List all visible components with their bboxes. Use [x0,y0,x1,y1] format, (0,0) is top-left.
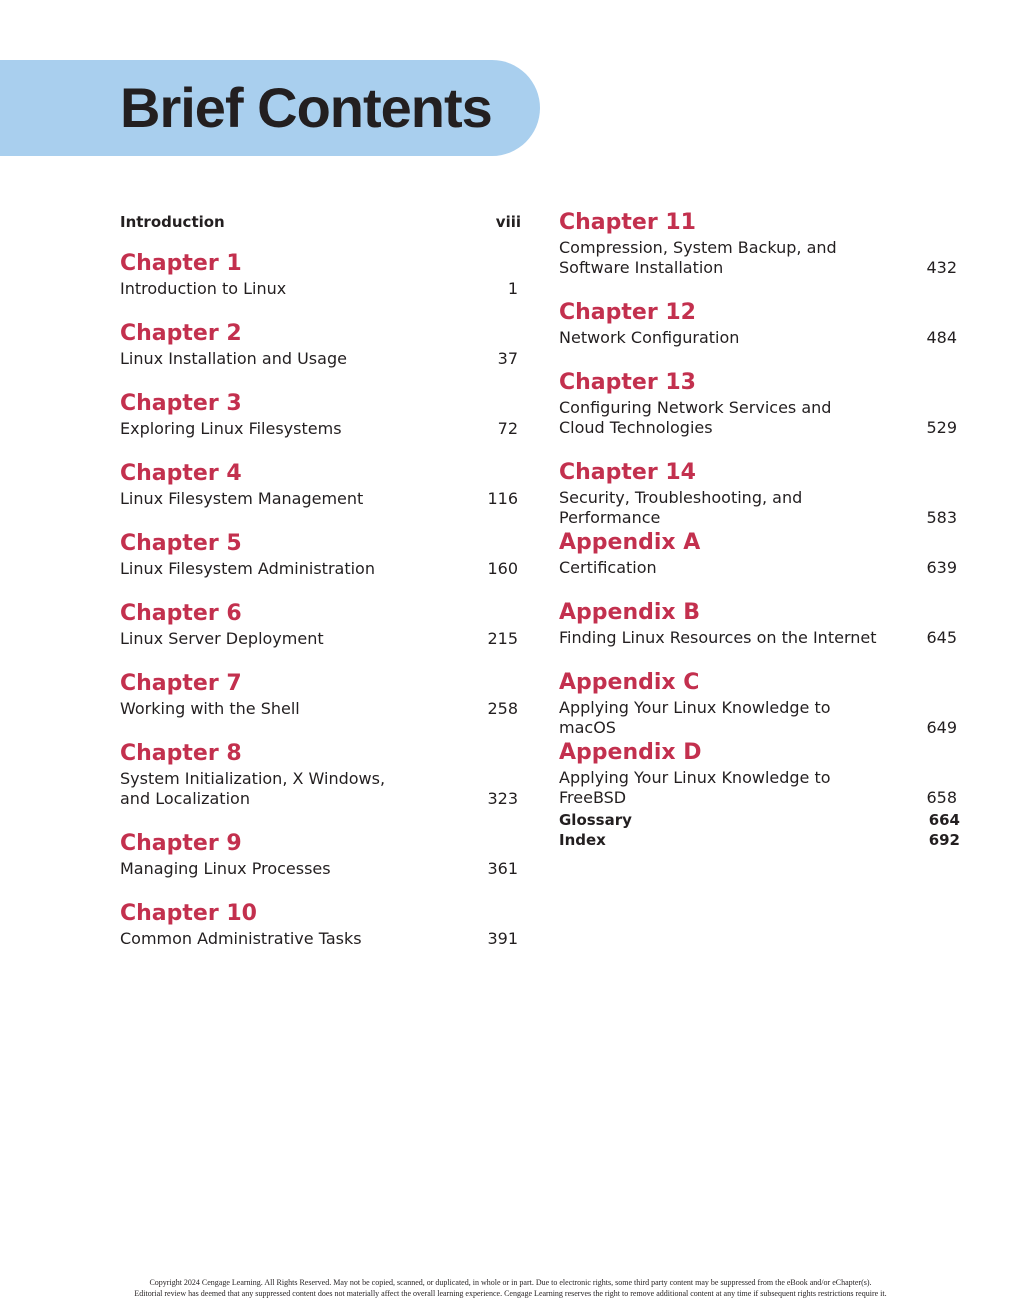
toc-heading: Chapter 11 [559,210,696,235]
toc-row [120,629,522,649]
toc-row [120,859,522,879]
toc-title: Managing Linux Processes [120,859,331,878]
toc-row [559,628,961,648]
copyright-footer [0,1277,1021,1299]
toc-heading: Chapter 4 [120,461,242,486]
toc-entry-chapter-9 [120,829,522,879]
page-number: 692 [928,831,960,849]
toc-row [120,489,522,509]
page-number: 258 [487,699,518,718]
page-number: 37 [497,349,518,368]
toc-heading: Chapter 9 [120,831,242,856]
toc-title: Index [559,831,606,849]
toc-row [120,212,522,232]
toc-entry-chapter-2 [120,319,522,369]
toc-heading: Chapter 14 [559,460,696,485]
page-number: 645 [926,628,957,647]
toc-row [559,558,961,578]
toc-row [120,279,522,299]
toc-title-line: System Initialization, X Windows, [120,769,386,788]
toc-title-line: Software Installation [559,258,724,277]
toc-row [559,810,961,830]
toc-title: Introduction to Linux [120,279,287,298]
page-number: 649 [926,718,957,737]
page-number: 1 [507,279,518,298]
toc-heading: Chapter 12 [559,300,696,325]
toc-title: Linux Filesystem Administration [120,559,375,578]
toc-heading: Chapter 2 [120,321,242,346]
toc-entry-index [559,830,961,850]
toc-title: Common Administrative Tasks [120,929,362,948]
page-number: 484 [926,328,957,347]
toc-entry-chapter-8 [120,739,522,809]
toc-entry-chapter-12 [559,298,961,348]
toc-entry-appendix-c [559,668,961,738]
page-number: 391 [487,929,518,948]
toc-title: Applying Your Linux Knowledge to macOS [559,698,831,737]
toc-entry-chapter-1 [120,249,522,299]
page-number: 323 [487,789,518,808]
toc-row [120,349,522,369]
page-number: 116 [487,489,518,508]
toc-entry-chapter-11 [559,208,961,278]
toc-row [559,328,961,348]
toc-row [120,559,522,579]
toc-row [120,769,522,809]
toc-heading: Chapter 7 [120,671,242,696]
toc-title: Working with the Shell [120,699,300,718]
toc-entry-chapter-3 [120,389,522,439]
toc-entry-chapter-7 [120,669,522,719]
page-title: Brief Contents [120,76,492,139]
toc-row [559,768,961,808]
toc-heading: Chapter 6 [120,601,242,626]
toc-title-line: Configuring Network Services and [559,398,832,417]
page-number: 639 [926,558,957,577]
toc-title: Introduction [120,213,225,231]
copyright-line-2: Editorial review has deemed that any suppressed content does not materially affect the overall learning experience. Cengage Learning reserves the right to remove additional content at any time if subsequent rights restrictions require it. [134,1289,887,1298]
toc-heading: Chapter 8 [120,741,242,766]
toc-title: Security, Troubleshooting, and Performance [559,488,803,527]
toc-row [120,929,522,949]
page-number: 72 [497,419,518,438]
copyright-line-1: Copyright 2024 Cengage Learning. All Rights Reserved. May not be copied, scanned, or duplicated, in whole or in part. Due to electronic rights, some third party content may be suppressed from the eBook and/or eChapter(s). [149,1278,872,1287]
toc-title: Exploring Linux Filesystems [120,419,342,438]
toc-row [559,488,961,528]
toc-title: Certification [559,558,657,577]
toc-heading: Chapter 1 [120,251,242,276]
page-number: 215 [487,629,518,648]
page-number: 361 [487,859,518,878]
toc-entry-appendix-d [559,738,961,808]
toc-entry-appendix-a [559,528,961,578]
toc-heading: Appendix B [559,600,701,625]
toc-title: Glossary [559,811,632,829]
page-number: 658 [926,788,957,807]
toc-row [120,419,522,439]
toc-title: Linux Installation and Usage [120,349,347,368]
toc-entry-chapter-6 [120,599,522,649]
page-number: 529 [926,418,957,437]
toc-heading: Chapter 5 [120,531,242,556]
toc-entry-glossary [559,810,961,830]
toc-entry-introduction [120,212,522,232]
toc-heading: Chapter 13 [559,370,696,395]
toc-row [559,238,961,278]
page-number: 160 [487,559,518,578]
toc-heading: Appendix D [559,740,702,765]
toc-entry-appendix-b [559,598,961,648]
page-number: 664 [928,811,960,829]
toc-row [559,698,961,738]
toc-row [120,699,522,719]
toc-heading: Appendix C [559,670,700,695]
toc-row [559,830,961,850]
toc-row [559,398,961,438]
toc-entry-chapter-5 [120,529,522,579]
toc-title: Linux Filesystem Management [120,489,364,508]
toc-entry-chapter-10 [120,899,522,949]
toc-title: Applying Your Linux Knowledge to FreeBSD [559,768,831,807]
toc-heading: Chapter 3 [120,391,242,416]
toc-entry-chapter-13 [559,368,961,438]
toc-heading: Chapter 10 [120,901,257,926]
toc-title-line: Compression, System Backup, and [559,238,837,257]
toc-title: Linux Server Deployment [120,629,324,648]
page-number: viii [495,213,521,231]
toc-heading: Appendix A [559,530,701,555]
toc-entry-chapter-4 [120,459,522,509]
toc-title: Network Configuration [559,328,740,347]
page-number: 583 [926,508,957,527]
toc-title-line: and Localization [120,789,250,808]
toc-entry-chapter-14 [559,458,961,528]
toc-title-line: Cloud Technologies [559,418,713,437]
toc-title: Finding Linux Resources on the Internet [559,628,877,647]
page-number: 432 [926,258,957,277]
